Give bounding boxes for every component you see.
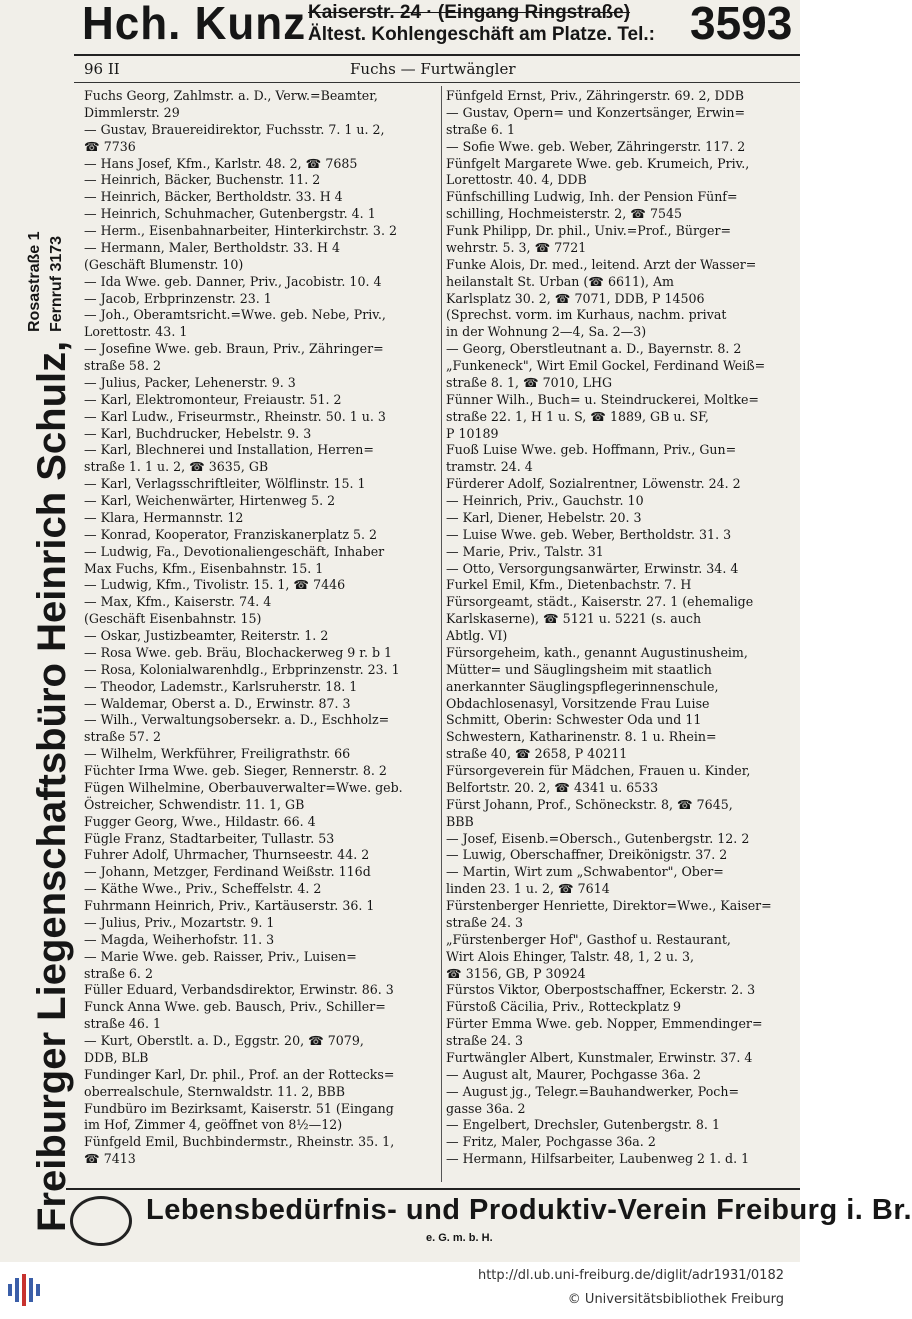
directory-entry-line: Fürstos Viktor, Oberpostschaffner, Eckerstr. 2. 3 (446, 982, 756, 998)
directory-entry-line: Fuoß Luise Wwe. geb. Hoffmann, Priv., Gun= (446, 442, 737, 458)
directory-entry-line: Abtlg. VI) (446, 628, 508, 643)
directory-entry-line: (Sprechst. vorm. im Kurhaus, nachm. privat (446, 307, 727, 323)
directory-entry-line: — Ludwig, Kfm., Tivolistr. 15. 1, ☎ 7446 (84, 577, 346, 593)
directory-entry-line: Fügen Wilhelmine, Oberbauverwalter=Wwe. geb. (84, 779, 403, 795)
directory-entry-line: — Josef, Eisenb.=Obersch., Gutenbergstr. 12. 2 (446, 830, 750, 846)
directory-entry-line: — Marie Wwe. geb. Raisser, Priv., Luisen= (84, 948, 357, 964)
directory-entry-line: straße 24. 3 (446, 1033, 523, 1048)
directory-entry-line: — Engelbert, Drechsler, Gutenbergstr. 8. 1 (446, 1117, 720, 1133)
directory-entry-line: straße 6. 2 (84, 965, 153, 981)
directory-entry-line: wehrstr. 5. 3, ☎ 7721 (446, 239, 587, 255)
directory-entry-line: — Magda, Weiherhofstr. 11. 3 (84, 931, 275, 947)
side-ad-phone: Fernruf 3173 (48, 235, 65, 332)
directory-entry-line: schilling, Hochmeisterstr. 2, ☎ 7545 (446, 206, 682, 222)
directory-entry-line: — Karl Ludw., Friseurmstr., Rheinstr. 50. 1 u. 3 (84, 408, 386, 424)
directory-entry-line: straße 58. 2 (84, 358, 161, 373)
directory-entry-line: heilanstalt St. Urban (☎ 6611), Am (446, 273, 674, 289)
directory-entry-line: Füller Eduard, Verbandsdirektor, Erwinstr. 86. 3 (84, 982, 394, 998)
directory-entry-line: (Geschäft Blumenstr. 10) (84, 256, 244, 272)
directory-entry-line: Östreicher, Schwendistr. 11. 1, GB (84, 796, 305, 812)
directory-entry-line: straße 1. 1 u. 2, ☎ 3635, GB (84, 459, 269, 475)
directory-entry-line: — Sofie Wwe. geb. Weber, Zähringerstr. 117. 2 (446, 138, 746, 154)
directory-entry-line: Fuchs Georg, Zahlmstr. a. D., Verw.=Beamter, (84, 88, 378, 103)
directory-entry-line: ☎ 7413 (84, 1151, 136, 1167)
directory-entry-line: Fünfgeld Ernst, Priv., Zähringerstr. 69. 2, DDB (446, 88, 744, 103)
directory-entry-line: Fürstenberger Henriette, Direktor=Wwe., Kaiser= (446, 898, 772, 913)
directory-entry-line: — Waldemar, Oberst a. D., Erwinstr. 87. 3 (84, 695, 351, 711)
directory-entry-line: — Joh., Oberamtsricht.=Wwe. geb. Nebe, Priv., (84, 307, 386, 323)
directory-entry-line: Fünfgeld Emil, Buchbindermstr., Rheinstr. 35. 1, (84, 1134, 395, 1150)
directory-entry-line: in der Wohnung 2—4, Sa. 2—3) (446, 324, 647, 340)
directory-entry-line: — Karl, Elektromonteur, Freiaustr. 51. 2 (84, 391, 342, 407)
directory-entry-line: Furtwängler Albert, Kunstmaler, Erwinstr. 37. 4 (446, 1049, 753, 1065)
directory-entry-line: — Josefine Wwe. geb. Braun, Priv., Zähringer= (84, 341, 384, 357)
directory-entry-line: straße 8. 1, ☎ 7010, LHG (446, 374, 613, 390)
top-ad-address: Kaiserstr. 24 · (Eingang Ringstraße) (308, 2, 631, 23)
directory-entry-line: — Karl, Weichenwärter, Hirtenweg 5. 2 (84, 493, 336, 508)
directory-entry-line: — Theodor, Lademstr., Karlsruherstr. 18. 1 (84, 678, 358, 694)
directory-entry-line: „Funkeneck", Wirt Emil Gockel, Ferdinand Weiß= (446, 358, 766, 373)
directory-entry-line: Fürsorgeverein für Mädchen, Frauen u. Kinder, (446, 763, 751, 778)
directory-entry-line: Obdachlosenasyl, Vorsitzende Frau Luise (446, 695, 710, 711)
directory-entry-line: ☎ 3156, GB, P 30924 (446, 965, 586, 981)
directory-entry-line: — Kurt, Oberstlt. a. D., Eggstr. 20, ☎ 7079, (84, 1033, 364, 1048)
top-divider (74, 54, 800, 56)
directory-entry-line: Karlsplatz 30. 2, ☎ 7071, DDB, P 14506 (446, 290, 705, 306)
directory-entry-line: Furkel Emil, Kfm., Dietenbachstr. 7. H (446, 577, 692, 593)
directory-entry-line: — Georg, Oberstleutnant a. D., Bayernstr. 8. 2 (446, 341, 742, 357)
directory-entry-line: Fürst Johann, Prof., Schöneckstr. 8, ☎ 7645, (446, 796, 733, 812)
directory-entry-line: Funke Alois, Dr. med., leitend. Arzt der Wasser= (446, 256, 757, 272)
top-ad-name: Hch. Kunz (82, 0, 307, 50)
directory-entry-line: — Heinrich, Bäcker, Bertholdstr. 33. H 4 (84, 189, 343, 205)
bottom-ad-name: Lebensbedürfnis- und Produktiv-Verein Freiburg i. Br. (146, 1194, 912, 1226)
directory-entry-line: Lorettostr. 43. 1 (84, 324, 188, 340)
bottom-advertisement (66, 1188, 912, 1252)
directory-entry-line: Fügle Franz, Stadtarbeiter, Tullastr. 53 (84, 830, 335, 846)
directory-entry-line: straße 22. 1, H 1 u. S, ☎ 1889, GB u. SF, (446, 408, 709, 424)
directory-entry-line: ☎ 7736 (84, 138, 136, 154)
directory-entry-line: — Wilh., Verwaltungsobersekr. a. D., Eschholz= (84, 712, 390, 728)
directory-entry-line: im Hof, Zimmer 4, geöffnet von 8½—12) (84, 1117, 343, 1133)
directory-entry-line: oberrealschule, Sternwaldstr. 11. 2, BBB (84, 1083, 345, 1099)
directory-entry-line: — Gustav, Brauereidirektor, Fuchsstr. 7. 1 u. 2, (84, 121, 385, 137)
top-ad-phone: 3593 (690, 0, 793, 49)
page-number: 96 II (84, 60, 120, 78)
directory-entry-line: Schwestern, Katharinenstr. 8. 1 u. Rhein= (446, 729, 717, 745)
side-ad-name: Freiburger Liegenschaftsbüro Heinrich Schulz, (30, 340, 74, 1232)
directory-entry-line: Wirt Alois Ehinger, Talstr. 48, 1, 2 u. 3, (446, 948, 694, 964)
directory-entry-line: — Karl, Blechnerei und Installation, Herren= (84, 442, 374, 458)
directory-entry-line: straße 40, ☎ 2658, P 40211 (446, 746, 628, 762)
top-advertisement (0, 0, 800, 52)
directory-entry-line: Mütter= und Säuglingsheim mit staatlich (446, 661, 712, 677)
directory-entry-line: — Luise Wwe. geb. Weber, Bertholdstr. 31. 3 (446, 526, 732, 542)
right-column (446, 88, 800, 1168)
directory-entry-line: Funck Anna Wwe. geb. Bausch, Priv., Schiller= (84, 999, 386, 1015)
directory-entry-line: — Julius, Priv., Mozartstr. 9. 1 (84, 914, 275, 930)
directory-entry-line: — Luwig, Oberschaffner, Dreikönigstr. 37. 2 (446, 847, 728, 863)
directory-entry-line: tramstr. 24. 4 (446, 459, 533, 475)
directory-entry-line: Fürsorgeheim, kath., genannt Augustinusheim, (446, 644, 748, 660)
directory-entry-line: Karlskaserne), ☎ 5121 u. 5221 (s. auch (446, 611, 702, 627)
directory-entry-line: — Martin, Wirt zum „Schwabentor", Ober= (446, 864, 724, 880)
top-ad-tagline: Ältest. Kohlengeschäft am Platze. Tel.: (308, 24, 656, 45)
directory-entry-line: (Geschäft Eisenbahnstr. 15) (84, 611, 262, 627)
directory-entry-line: — Konrad, Kooperator, Franziskanerplatz 5. 2 (84, 526, 378, 542)
directory-entry-line: Fugger Georg, Wwe., Hildastr. 66. 4 (84, 813, 316, 829)
header-divider (74, 82, 800, 83)
directory-entry-line: — Marie, Priv., Talstr. 31 (446, 543, 604, 559)
directory-entry-line: — Julius, Packer, Lehenerstr. 9. 3 (84, 374, 296, 390)
directory-entry-line: Fürstoß Cäcilia, Priv., Rotteckplatz 9 (446, 999, 681, 1015)
left-column (84, 88, 440, 1168)
directory-entry-line: Funk Philipp, Dr. phil., Univ.=Prof., Bürger= (446, 223, 732, 238)
cooperative-logo-icon (70, 1196, 132, 1246)
directory-entry-line: Fundinger Karl, Dr. phil., Prof. an der Rottecks= (84, 1066, 395, 1082)
directory-entry-line: — Jacob, Erbprinzenstr. 23. 1 (84, 290, 272, 306)
directory-entry-line: Fürsorgeamt, städt., Kaiserstr. 27. 1 (ehemalige (446, 594, 754, 610)
directory-entry-line: — Heinrich, Priv., Gauchstr. 10 (446, 493, 644, 508)
directory-entry-line: — Heinrich, Schuhmacher, Gutenbergstr. 4. 1 (84, 206, 376, 222)
copyright-notice: © Universitätsbibliothek Freiburg (567, 1292, 784, 1307)
source-url-link[interactable]: http://dl.ub.uni-freiburg.de/diglit/adr1931/0182 (477, 1268, 784, 1283)
directory-entry-line: Fundbüro im Bezirksamt, Kaiserstr. 51 (Eingang (84, 1100, 394, 1116)
bottom-ad-legal-form: e. G. m. b. H. (426, 1232, 493, 1244)
directory-entry-line: — Karl, Diener, Hebelstr. 20. 3 (446, 509, 642, 525)
directory-entry-line: — Johann, Metzger, Ferdinand Weißstr. 116d (84, 864, 371, 880)
directory-entry-line: — Hermann, Maler, Bertholdstr. 33. H 4 (84, 239, 341, 255)
directory-entry-line: straße 6. 1 (446, 121, 515, 137)
directory-entry-line: DDB, BLB (84, 1049, 149, 1065)
directory-entry-line: — Fritz, Maler, Pochgasse 36a. 2 (446, 1134, 656, 1150)
directory-entry-line: Fünfgelt Margarete Wwe. geb. Krumeich, Priv., (446, 155, 750, 171)
directory-entry-line: Schmitt, Oberin: Schwester Oda und 11 (446, 712, 702, 728)
directory-entry-line: Füchter Irma Wwe. geb. Sieger, Rennerstr. 8. 2 (84, 763, 387, 778)
directory-entry-line: Fürter Emma Wwe. geb. Nopper, Emmendinger= (446, 1016, 763, 1032)
viewer-footer (0, 1262, 800, 1319)
directory-entry-line: Fuhrer Adolf, Uhrmacher, Thurnseestr. 44. 2 (84, 847, 370, 863)
directory-entry-line: linden 23. 1 u. 2, ☎ 7614 (446, 881, 610, 897)
directory-entry-line: — Max, Kfm., Kaiserstr. 74. 4 (84, 594, 272, 610)
directory-entry-line: — Karl, Buchdrucker, Hebelstr. 9. 3 (84, 425, 312, 441)
directory-entry-line: — Ludwig, Fa., Devotionaliengeschäft, Inhaber (84, 543, 385, 559)
directory-entry-line: BBB (446, 813, 474, 829)
directory-entry-line: Fünner Wilh., Buch= u. Steindruckerei, Moltke= (446, 391, 759, 407)
directory-entry-line: — Herm., Eisenbahnarbeiter, Hinterkirchstr. 3. 2 (84, 223, 397, 238)
directory-entry-line: Fürderer Adolf, Sozialrentner, Löwenstr. 24. 2 (446, 476, 741, 492)
directory-entry-line: — Gustav, Opern= und Konzertsänger, Erwin= (446, 104, 746, 120)
directory-entry-line: — Hermann, Hilfsarbeiter, Laubenweg 2 1. d. 1 (446, 1151, 750, 1167)
directory-entry-line: Fuhrmann Heinrich, Priv., Kartäuserstr. 36. 1 (84, 898, 375, 913)
directory-entry-line: Lorettostr. 40. 4, DDB (446, 172, 587, 188)
directory-entry-line: — August alt, Maurer, Pochgasse 36a. 2 (446, 1066, 701, 1082)
side-ad-address: Rosastraße 1 (26, 231, 43, 332)
directory-entry-line: — Heinrich, Bäcker, Buchenstr. 11. 2 (84, 172, 321, 188)
directory-entry-line: straße 46. 1 (84, 1016, 161, 1032)
column-divider (441, 86, 442, 1182)
directory-entry-line: — Karl, Verlagsschriftleiter, Wölflinstr. 15. 1 (84, 476, 366, 492)
directory-entry-line: straße 57. 2 (84, 729, 161, 745)
directory-entry-line: — Oskar, Justizbeamter, Reiterstr. 1. 2 (84, 628, 329, 643)
directory-entry-line: „Fürstenberger Hof", Gasthof u. Restaurant, (446, 931, 731, 947)
directory-entry-line: — Klara, Hermannstr. 12 (84, 509, 244, 525)
page-title: Fuchs — Furtwängler (350, 60, 516, 78)
directory-entry-line: Belfortstr. 20. 2, ☎ 4341 u. 6533 (446, 779, 659, 795)
directory-entry-line: — Käthe Wwe., Priv., Scheffelstr. 4. 2 (84, 881, 322, 897)
directory-entry-line: Fünfschilling Ludwig, Inh. der Pension Fünf= (446, 189, 738, 205)
directory-entry-line: anerkannter Säuglingspflegerinnenschule, (446, 678, 719, 694)
directory-entry-line: — Wilhelm, Werkführer, Freiligrathstr. 66 (84, 746, 351, 762)
directory-entry-line: — Otto, Versorgungsanwärter, Erwinstr. 34. 4 (446, 560, 739, 576)
directory-entry-line: straße 24. 3 (446, 914, 523, 930)
directory-entry-line: — Hans Josef, Kfm., Karlstr. 48. 2, ☎ 7685 (84, 155, 358, 171)
directory-entry-line: gasse 36a. 2 (446, 1100, 526, 1116)
directory-entry-line: — August jg., Telegr.=Bauhandwerker, Poch= (446, 1083, 739, 1099)
directory-entry-line: — Ida Wwe. geb. Danner, Priv., Jacobistr. 10. 4 (84, 273, 382, 289)
directory-entry-line: Max Fuchs, Kfm., Eisenbahnstr. 15. 1 (84, 560, 324, 576)
directory-entry-line: P 10189 (446, 425, 499, 441)
side-advertisement (0, 82, 80, 1232)
library-logo-icon (4, 1270, 44, 1310)
directory-entry-line: — Rosa, Kolonialwarenhdlg., Erbprinzenstr. 23. 1 (84, 661, 400, 677)
directory-entry-line: Dimmlerstr. 29 (84, 104, 180, 120)
directory-entry-line: — Rosa Wwe. geb. Bräu, Blochackerweg 9 r. b 1 (84, 644, 393, 660)
